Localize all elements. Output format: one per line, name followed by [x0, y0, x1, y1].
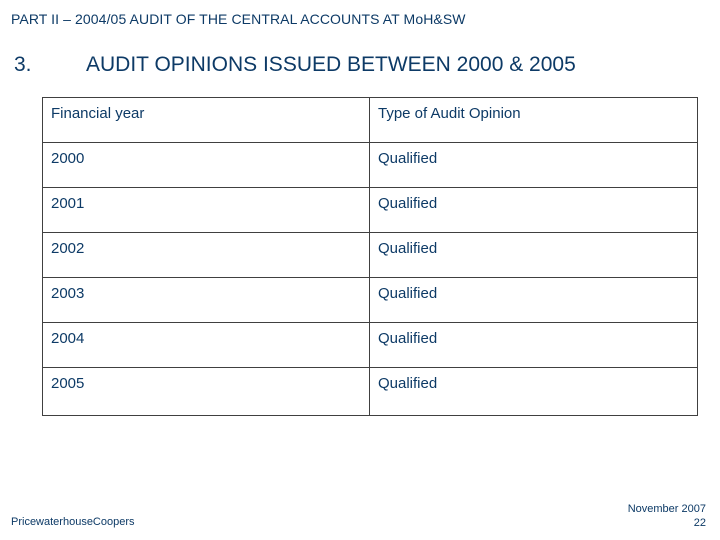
table-cell: [43, 143, 370, 188]
financial-year: 2002: [51, 240, 85, 257]
audit-opinion: Qualified: [378, 285, 438, 302]
table-cell: [43, 233, 370, 278]
table-row: [43, 188, 698, 233]
audit-opinion: Qualified: [378, 375, 438, 392]
table-cell: [370, 278, 698, 323]
table-cell: [43, 278, 370, 323]
section-number: 3.: [14, 53, 32, 76]
company-name: PricewaterhouseCoopers: [11, 516, 135, 528]
financial-year: 2004: [51, 330, 85, 347]
audit-opinions-table: [42, 97, 698, 416]
table-cell: [43, 323, 370, 368]
table-cell: [370, 368, 698, 416]
section-title: AUDIT OPINIONS ISSUED BETWEEN 2000 & 2005: [86, 53, 576, 76]
table-row: [43, 368, 698, 416]
table-header-cell: [370, 98, 698, 143]
header-audit-opinion-type: Type of Audit Opinion: [378, 105, 521, 122]
table-cell: [370, 188, 698, 233]
audit-opinion: Qualified: [378, 150, 438, 167]
audit-opinion: Qualified: [378, 240, 438, 257]
document-header: PART II – 2004/05 AUDIT OF THE CENTRAL ACCOUNTS AT MoH&SW: [11, 11, 466, 27]
table-cell: [43, 188, 370, 233]
table-cell: [370, 233, 698, 278]
table-header-row: [43, 98, 698, 143]
table-cell: [43, 368, 370, 416]
financial-year: 2001: [51, 195, 85, 212]
table-row: [43, 278, 698, 323]
footer-date-page: [628, 502, 706, 530]
table-row: [43, 323, 698, 368]
table-header-cell: [43, 98, 370, 143]
financial-year: 2005: [51, 375, 85, 392]
financial-year: 2003: [51, 285, 85, 302]
page-number: 22: [693, 517, 706, 529]
audit-opinion: Qualified: [378, 330, 438, 347]
table-row: [43, 233, 698, 278]
table-cell: [370, 143, 698, 188]
financial-year: 2000: [51, 150, 85, 167]
table-cell: [370, 323, 698, 368]
footer-date: November 2007: [627, 503, 706, 515]
header-financial-year: Financial year: [51, 105, 145, 122]
table-row: [43, 143, 698, 188]
audit-opinion: Qualified: [378, 195, 438, 212]
